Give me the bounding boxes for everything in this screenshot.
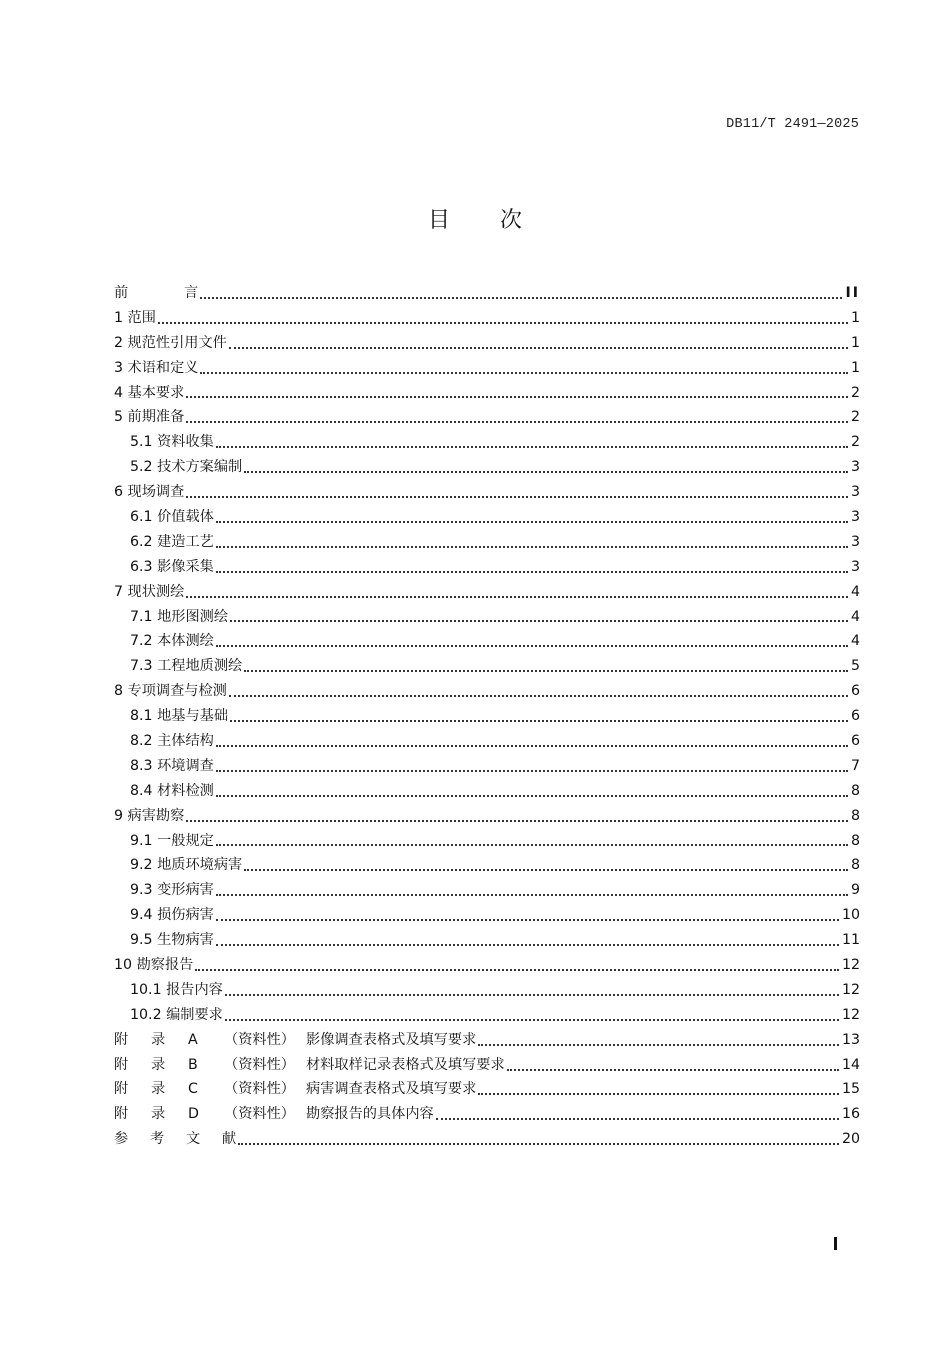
toc-page-number: 3 bbox=[850, 484, 860, 501]
appendix-title: 勘察报告的具体内容 bbox=[306, 1106, 434, 1123]
dot-leader bbox=[184, 381, 851, 406]
appendix-type: （资料性） bbox=[224, 1056, 295, 1073]
dot-leader bbox=[214, 629, 851, 654]
toc-page-number: 16 bbox=[841, 1106, 860, 1123]
toc-page-number: 15 bbox=[841, 1081, 860, 1098]
toc-entry[interactable] bbox=[114, 530, 860, 555]
dot-leader bbox=[214, 430, 851, 455]
appendix-prefix-1: 附 bbox=[114, 1031, 129, 1048]
toc-page-number: 2 bbox=[850, 409, 860, 426]
toc-page-number: 1 bbox=[850, 359, 860, 376]
appendix-letter: D bbox=[188, 1106, 199, 1123]
toc-page-number: 3 bbox=[850, 558, 860, 575]
toc-page-number: 6 bbox=[850, 708, 860, 725]
dot-leader bbox=[476, 1028, 842, 1053]
dot-leader bbox=[214, 903, 842, 928]
toc-entry[interactable] bbox=[114, 1003, 860, 1028]
toc-entry-appendix[interactable] bbox=[114, 1078, 860, 1103]
toc-page-number: 3 bbox=[850, 509, 860, 525]
toc-page-number: 4 bbox=[850, 608, 860, 625]
toc-label bbox=[114, 1077, 476, 1102]
toc-page-number: 3 bbox=[850, 459, 860, 476]
toc-page-number: 20 bbox=[841, 1131, 860, 1148]
toc-entry[interactable] bbox=[114, 903, 860, 928]
dot-leader bbox=[214, 530, 851, 555]
dot-leader bbox=[193, 953, 842, 978]
toc-label: 10.2 编制要求 bbox=[130, 1006, 223, 1023]
standard-code: DB11/T 2491—2025 bbox=[726, 117, 859, 132]
appendix-type: （资料性） bbox=[224, 1106, 295, 1123]
toc-entry[interactable] bbox=[114, 405, 860, 430]
toc-page-number: 14 bbox=[841, 1056, 860, 1073]
dot-leader bbox=[156, 306, 851, 331]
toc-entry[interactable] bbox=[114, 853, 860, 878]
dot-leader bbox=[214, 729, 851, 754]
toc-page-number: 7 bbox=[850, 757, 860, 774]
toc-label bbox=[114, 281, 198, 306]
toc-label: 6.2 建造工艺 bbox=[130, 533, 214, 550]
toc-label: 7 现状测绘 bbox=[114, 583, 185, 600]
appendix-title: 影像调查表格式及填写要求 bbox=[306, 1031, 477, 1048]
dot-leader bbox=[242, 853, 851, 878]
toc-label: 9.1 一般规定 bbox=[130, 832, 214, 849]
toc-page-number: 5 bbox=[850, 658, 860, 675]
appendix-letter: B bbox=[188, 1056, 198, 1073]
dot-leader bbox=[184, 580, 851, 605]
toc-label: 8.3 环境调查 bbox=[130, 757, 214, 774]
toc-page-number: II bbox=[845, 284, 860, 301]
dot-leader bbox=[223, 978, 842, 1003]
toc-page-number: 12 bbox=[841, 1006, 860, 1023]
dot-leader bbox=[214, 878, 851, 903]
toc-entry[interactable] bbox=[114, 829, 860, 854]
appendix-prefix-2: 录 bbox=[151, 1106, 166, 1123]
appendix-type: （资料性） bbox=[224, 1081, 295, 1098]
toc-page-number: 2 bbox=[850, 434, 860, 451]
toc-entry-appendix[interactable] bbox=[114, 1102, 860, 1127]
toc-page-number: 6 bbox=[850, 683, 860, 700]
dot-leader bbox=[184, 804, 851, 829]
ref-char: 献 bbox=[222, 1131, 237, 1148]
toc-page-number: 9 bbox=[850, 882, 860, 899]
title-char-1: 目 bbox=[427, 208, 450, 233]
toc-label: 5.2 技术方案编制 bbox=[130, 459, 243, 476]
dot-leader bbox=[236, 1127, 842, 1152]
dot-leader bbox=[214, 505, 851, 530]
toc-label: 3 术语和定义 bbox=[114, 359, 199, 376]
toc-label: 6.3 影像采集 bbox=[130, 558, 214, 575]
dot-leader bbox=[228, 704, 851, 729]
toc-label: 10.1 报告内容 bbox=[130, 981, 223, 998]
appendix-type: （资料性） bbox=[224, 1031, 295, 1048]
dot-leader bbox=[214, 928, 842, 953]
toc-page-number: 8 bbox=[850, 807, 860, 824]
toc-label: 8.4 材料检测 bbox=[130, 782, 214, 799]
dot-leader bbox=[505, 1053, 842, 1078]
dot-leader bbox=[214, 779, 851, 804]
page-title bbox=[0, 203, 950, 234]
toc-entry[interactable] bbox=[114, 455, 860, 480]
appendix-letter: A bbox=[188, 1031, 198, 1048]
toc-label: 6.1 价值载体 bbox=[130, 509, 214, 525]
toc-label bbox=[114, 1102, 434, 1127]
toc-page-number: 4 bbox=[850, 633, 860, 650]
toc-page-number: 8 bbox=[850, 832, 860, 849]
toc-label bbox=[114, 1127, 236, 1152]
dot-leader bbox=[198, 356, 850, 381]
toc-page-number: 1 bbox=[850, 309, 860, 326]
toc-label: 7.3 工程地质测绘 bbox=[130, 658, 243, 675]
appendix-prefix-2: 录 bbox=[151, 1081, 166, 1098]
toc-entry[interactable] bbox=[114, 978, 860, 1003]
toc-label: 9.2 地质环境病害 bbox=[130, 857, 243, 874]
toc-page-number: 10 bbox=[841, 907, 860, 924]
toc-page-number: 2 bbox=[850, 384, 860, 401]
dot-leader bbox=[184, 480, 851, 505]
toc-entry[interactable] bbox=[114, 953, 860, 978]
toc-entry[interactable] bbox=[114, 430, 860, 455]
ref-char: 文 bbox=[186, 1131, 201, 1148]
toc-entry[interactable] bbox=[114, 679, 860, 704]
toc-label: 9.3 变形病害 bbox=[130, 882, 214, 899]
toc-page-number: 8 bbox=[850, 782, 860, 799]
appendix-title: 病害调查表格式及填写要求 bbox=[306, 1081, 477, 1098]
ref-char: 参 bbox=[114, 1131, 129, 1148]
toc-page-number: 12 bbox=[841, 957, 860, 974]
toc-entry-appendix[interactable] bbox=[114, 1028, 860, 1053]
appendix-prefix-2: 录 bbox=[151, 1031, 166, 1048]
toc-entry[interactable] bbox=[114, 580, 860, 605]
toc-label: 9.4 损伤病害 bbox=[130, 907, 214, 924]
toc-entry[interactable] bbox=[114, 878, 860, 903]
foreword-char-2: 言 bbox=[184, 284, 199, 301]
dot-leader bbox=[214, 555, 851, 580]
page-folio bbox=[834, 1237, 837, 1250]
toc-label: 8.2 主体结构 bbox=[130, 733, 214, 750]
appendix-prefix-2: 录 bbox=[151, 1056, 166, 1073]
toc-page-number: 12 bbox=[841, 981, 860, 998]
dot-leader bbox=[242, 654, 851, 679]
toc-entry-appendix[interactable] bbox=[114, 1053, 860, 1078]
appendix-title: 材料取样记录表格式及填写要求 bbox=[306, 1056, 505, 1073]
toc-entry[interactable] bbox=[114, 331, 860, 356]
dot-leader bbox=[227, 331, 851, 356]
toc-page-number: 1 bbox=[850, 334, 860, 351]
toc-label bbox=[114, 1053, 505, 1078]
toc-entry-references[interactable] bbox=[114, 1127, 860, 1152]
dot-leader bbox=[223, 1003, 842, 1028]
toc-label: 7.1 地形图测绘 bbox=[130, 608, 229, 625]
toc-label: 7.2 本体测绘 bbox=[130, 633, 214, 650]
dot-leader bbox=[228, 605, 851, 630]
toc-entry[interactable] bbox=[114, 306, 860, 331]
toc-label: 6 现场调查 bbox=[114, 484, 185, 501]
dot-leader bbox=[184, 405, 851, 430]
toc-entry[interactable] bbox=[114, 605, 860, 630]
toc-entry[interactable] bbox=[114, 754, 860, 779]
dot-leader bbox=[476, 1078, 842, 1103]
toc-entry[interactable] bbox=[114, 729, 860, 754]
table-of-contents bbox=[114, 281, 860, 1152]
toc-entry[interactable] bbox=[114, 629, 860, 654]
title-char-2: 次 bbox=[500, 208, 523, 233]
ref-char: 考 bbox=[150, 1131, 165, 1148]
toc-entry-foreword[interactable] bbox=[114, 281, 860, 306]
dot-leader bbox=[227, 679, 851, 704]
toc-entry[interactable] bbox=[114, 356, 860, 381]
toc-label: 10 勘察报告 bbox=[114, 957, 194, 974]
toc-label: 4 基本要求 bbox=[114, 384, 185, 401]
dot-leader bbox=[198, 281, 845, 306]
toc-page-number: 13 bbox=[841, 1031, 860, 1048]
dot-leader bbox=[434, 1102, 842, 1127]
toc-page-number: 3 bbox=[850, 533, 860, 550]
toc-label: 5 前期准备 bbox=[114, 409, 185, 426]
toc-label: 1 范围 bbox=[114, 309, 156, 326]
dot-leader bbox=[214, 754, 851, 779]
toc-entry[interactable] bbox=[114, 555, 860, 580]
toc-label bbox=[114, 1028, 476, 1053]
toc-entry[interactable] bbox=[114, 654, 860, 679]
toc-page-number: 11 bbox=[841, 932, 860, 949]
toc-label: 2 规范性引用文件 bbox=[114, 334, 227, 351]
toc-label: 9 病害勘察 bbox=[114, 807, 185, 824]
toc-label: 9.5 生物病害 bbox=[130, 932, 214, 949]
toc-page-number: 6 bbox=[850, 733, 860, 750]
appendix-prefix-1: 附 bbox=[114, 1106, 129, 1123]
toc-label: 8 专项调查与检测 bbox=[114, 683, 227, 700]
toc-page-number: 4 bbox=[850, 583, 860, 600]
foreword-char-1: 前 bbox=[114, 284, 129, 301]
toc-entry[interactable] bbox=[114, 480, 860, 505]
toc-entry[interactable] bbox=[114, 704, 860, 729]
dot-leader bbox=[214, 829, 851, 854]
dot-leader bbox=[242, 455, 851, 480]
appendix-prefix-1: 附 bbox=[114, 1056, 129, 1073]
toc-page-number: 8 bbox=[850, 857, 860, 874]
appendix-prefix-1: 附 bbox=[114, 1081, 129, 1098]
toc-entry[interactable] bbox=[114, 779, 860, 804]
toc-label: 8.1 地基与基础 bbox=[130, 708, 229, 725]
toc-entry[interactable] bbox=[114, 804, 860, 829]
toc-label: 5.1 资料收集 bbox=[130, 434, 214, 451]
toc-entry[interactable] bbox=[114, 381, 860, 406]
appendix-letter: C bbox=[188, 1081, 198, 1098]
toc-entry[interactable] bbox=[114, 928, 860, 953]
toc-entry[interactable] bbox=[114, 505, 860, 530]
